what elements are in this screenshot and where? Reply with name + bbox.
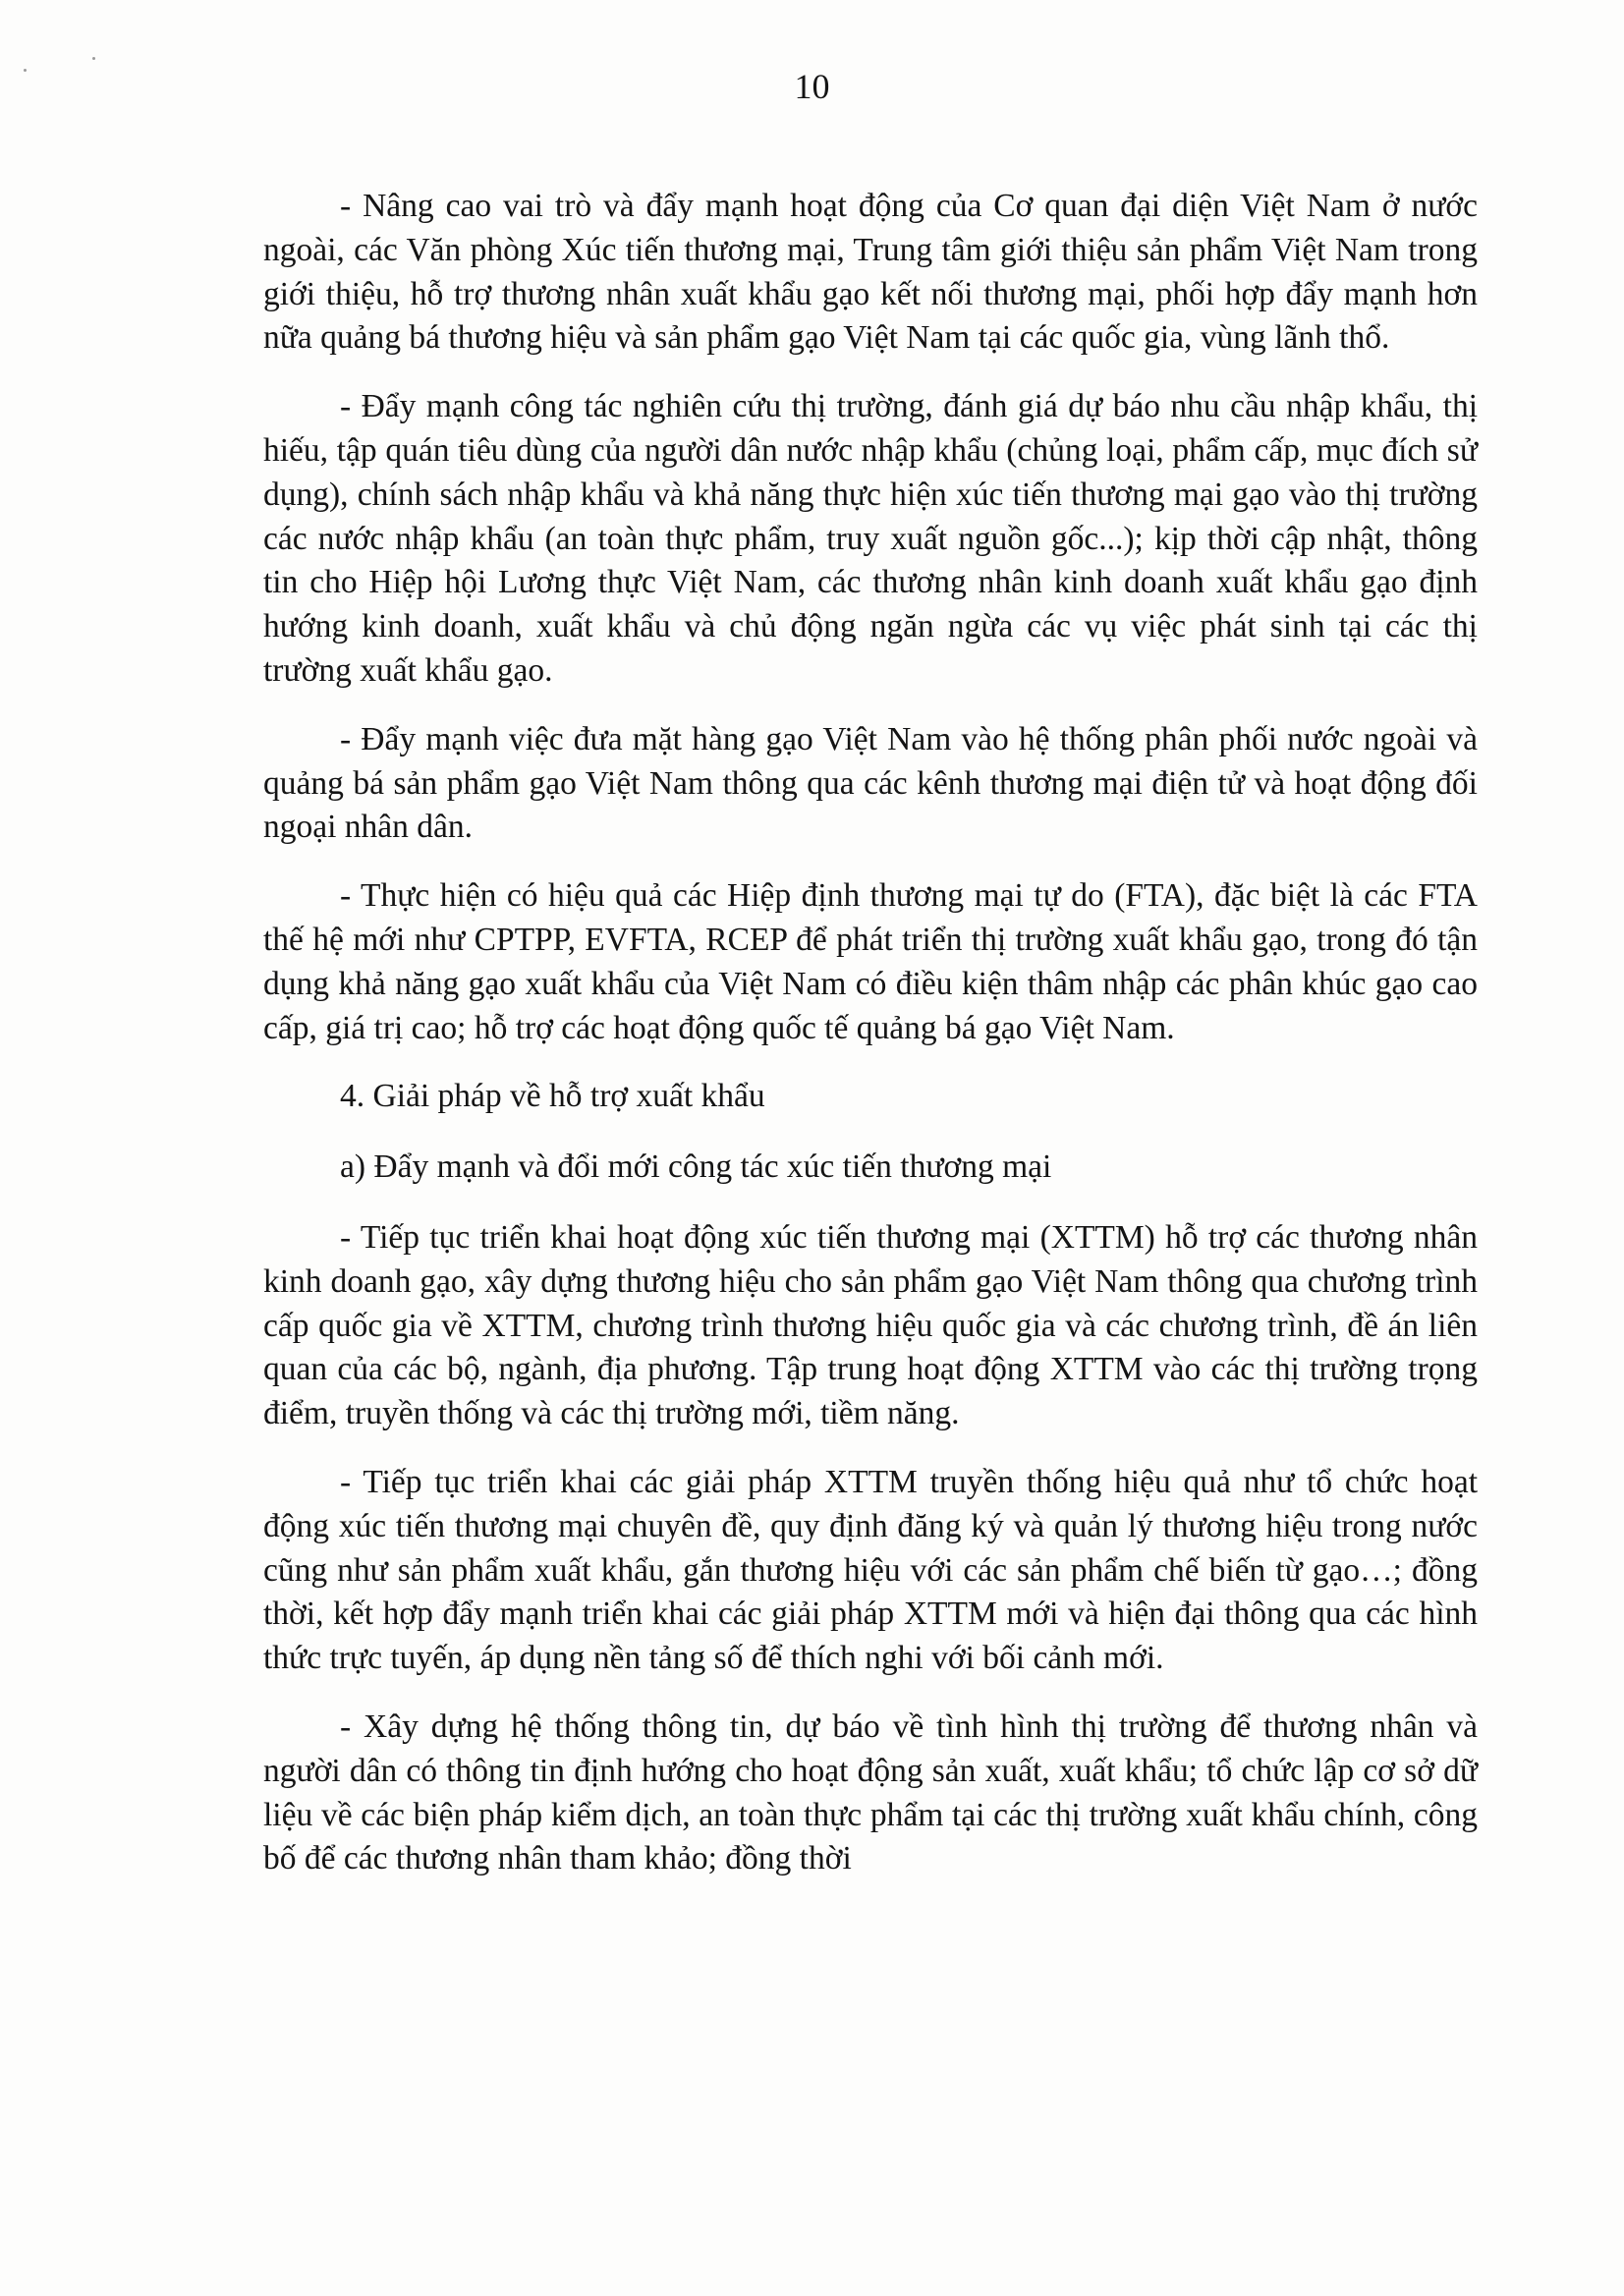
subsection-heading: a) Đẩy mạnh và đổi mới công tác xúc tiến thương mại bbox=[340, 1148, 1052, 1186]
scan-speck bbox=[92, 57, 95, 60]
paragraph: - Nâng cao vai trò và đẩy mạnh hoạt động của Cơ quan đại diện Việt Nam ở nước ngoài, các Văn phòng Xúc tiến thương mại, Trung tâm giới thiệu sản phẩm Việt Nam trong giới thiệu, hỗ trợ thương nhân xuất khẩu gạo kết nối thương mại, phối hợp đẩy mạnh hơn nữa quảng bá thương hiệu và sản phẩm gạo Việt Nam tại các quốc gia, vùng lãnh thổ. bbox=[263, 188, 1478, 357]
page-number: 10 bbox=[794, 67, 830, 106]
paragraph: - Đẩy mạnh công tác nghiên cứu thị trường, đánh giá dự báo nhu cầu nhập khẩu, thị hiếu, tập quán tiêu dùng của người dân nước nhập khẩu (chủng loại, phẩm cấp, mục đích sử dụng), chính sách nhập khẩu và khả năng thực hiện xúc tiến thương mại gạo vào thị trường các nước nhập khẩu (an toàn thực phẩm, truy xuất nguồn gốc...); kịp thời cập nhật, thông tin cho Hiệp hội Lương thực Việt Nam, các thương nhân kinh doanh xuất khẩu gạo định hướng kinh doanh, xuất khẩu và chủ động ngăn ngừa các vụ việc phát sinh tại các thị trường xuất khẩu gạo. bbox=[263, 388, 1478, 689]
paragraph: - Thực hiện có hiệu quả các Hiệp định thương mại tự do (FTA), đặc biệt là các FTA thế hệ mới như CPTPP, EVFTA, RCEP để phát triển thị trường xuất khẩu gạo, trong đó tận dụng khả năng gạo xuất khẩu của Việt Nam có điều kiện thâm nhập các phân khúc gạo cao cấp, giá trị cao; hỗ trợ các hoạt động quốc tế quảng bá gạo Việt Nam. bbox=[263, 877, 1478, 1046]
body-text bbox=[263, 185, 1478, 1906]
paragraph: - Đẩy mạnh việc đưa mặt hàng gạo Việt Nam vào hệ thống phân phối nước ngoài và quảng bá sản phẩm gạo Việt Nam thông qua các kênh thương mại điện tử và hoạt động đối ngoại nhân dân. bbox=[263, 720, 1478, 846]
paragraph: - Xây dựng hệ thống thông tin, dự báo về tình hình thị trường để thương nhân và người dân có thông tin định hướng cho hoạt động sản xuất, xuất khẩu; tổ chức lập cơ sở dữ liệu về các biện pháp kiểm dịch, an toàn thực phẩm tại các thị trường xuất khẩu chính, công bố để các thương nhân tham khảo; đồng thời bbox=[263, 1708, 1478, 1877]
section-heading: 4. Giải pháp về hỗ trợ xuất khẩu bbox=[340, 1078, 765, 1115]
paragraph: - Tiếp tục triển khai hoạt động xúc tiến thương mại (XTTM) hỗ trợ các thương nhân kinh doanh gạo, xây dựng thương hiệu cho sản phẩm gạo Việt Nam thông qua chương trình cấp quốc gia về XTTM, chương trình thương hiệu quốc gia và các chương trình, đề án liên quan của các bộ, ngành, địa phương. Tập trung hoạt động XTTM vào các thị trường trọng điểm, truyền thống và các thị trường mới, tiềm năng. bbox=[263, 1218, 1478, 1432]
paragraph: - Tiếp tục triển khai các giải pháp XTTM truyền thống hiệu quả như tổ chức hoạt động xúc tiến thương mại chuyên đề, quy định đăng ký và quản lý thương hiệu trong nước cũng như sản phẩm xuất khẩu, gắn thương hiệu với các sản phẩm chế biến từ gạo…; đồng thời, kết hợp đẩy mạnh triển khai các giải pháp XTTM mới và hiện đại thông qua các hình thức trực tuyến, áp dụng nền tảng số để thích nghi với bối cảnh mới. bbox=[263, 1463, 1478, 1677]
